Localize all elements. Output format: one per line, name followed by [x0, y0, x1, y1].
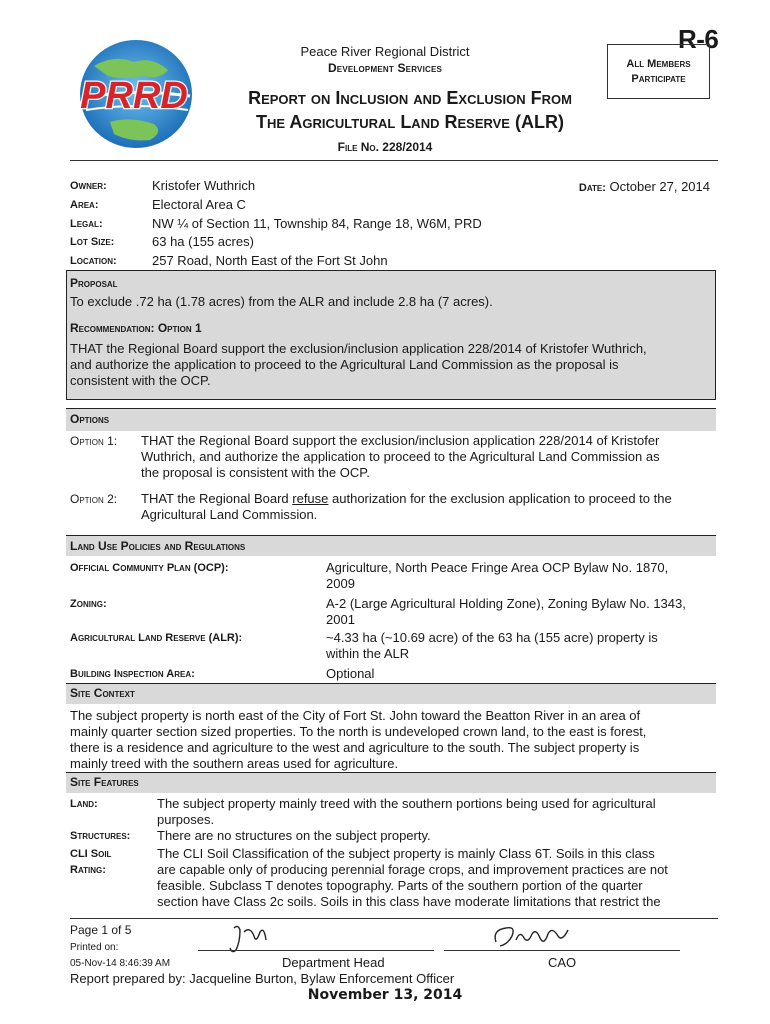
members-box: All Members Participate [607, 44, 710, 99]
option-1-line-3: the proposal is consistent with the OCP. [141, 465, 370, 480]
cli-rating-label: Rating: [70, 864, 106, 876]
alr-line-1: ~4.33 ha (~10.69 acre) of the 63 ha (155 acre) property is [326, 630, 658, 645]
land-line-1: The subject property mainly treed with the southern portions being used for agricultural [157, 796, 656, 811]
ocp-line-1: Agriculture, North Peace Fringe Area OCP Bylaw No. 1870, [326, 560, 669, 575]
cli-line-1: The CLI Soil Classification of the subject property is mainly Class 6T. Soils in this class [157, 846, 655, 861]
building-inspection-label: Building Inspection Area: [70, 668, 195, 680]
option-2-label: Option 2: [70, 492, 118, 506]
printed-on-label: Printed on: [70, 942, 119, 953]
alr-line-2: within the ALR [326, 646, 410, 661]
site-context-line-3: there is a residence and agriculture to the west and agriculture to the south. The subject property is [70, 740, 640, 755]
stamp-date: November 13, 2014 [307, 987, 463, 1003]
cli-line-4: section have Class 2c soils. Soils in this class have moderate limitations that restrict the [157, 894, 661, 909]
land-label: Land: [70, 798, 98, 810]
printed-date: 05-Nov-14 8:46:39 AM [70, 958, 171, 969]
cli-line-2: are capable only of producing perennial forage crops, and improvement practices are not [157, 862, 668, 877]
land-use-heading: Land Use Policies and Regulations [70, 539, 246, 553]
option-2-text-post: authorization for the exclusion application to proceed to the [328, 491, 672, 506]
zoning-line-1: A-2 (Large Agricultural Holding Zone), Zoning Bylaw No. 1343, [326, 596, 686, 611]
page-number: Page 1 of 5 [70, 923, 132, 937]
option-2-line-2: Agricultural Land Commission. [141, 507, 318, 522]
structures-value: There are no structures on the subject property. [157, 828, 431, 843]
building-inspection-value: Optional [326, 666, 375, 681]
ocp-label: Official Community Plan (OCP): [70, 562, 229, 574]
lot-size-value: 63 ha (155 acres) [152, 234, 254, 249]
cli-soil-label: CLI Soil [70, 848, 112, 860]
svg-text:PRRD: PRRD [80, 75, 188, 117]
option-2-text-pre: THAT the Regional Board [141, 491, 293, 506]
owner-value: Kristofer Wuthrich [152, 178, 256, 193]
area-value: Electoral Area C [152, 197, 246, 212]
recommendation-heading: Recommendation: Option 1 [70, 321, 202, 335]
land-line-2: purposes. [157, 812, 215, 827]
recommendation-line-1: THAT the Regional Board support the exclusion/inclusion application 228/2014 of Kristofer Wuthrich, [70, 341, 647, 356]
ocp-line-2: 2009 [326, 576, 355, 591]
location-value: 257 Road, North East of the Fort St John [152, 253, 388, 268]
file-number: File No. 228/2014 [337, 140, 433, 154]
signature-line-cao [444, 950, 680, 951]
report-date [579, 179, 710, 194]
header-divider [70, 160, 718, 161]
lot-size-label: Lot Size: [70, 236, 115, 248]
report-number: R-6 [678, 24, 719, 54]
site-features-heading-bar [66, 772, 716, 793]
location-label: Location: [70, 255, 117, 267]
site-context-line-2: mainly quarter section sized properties. To the north is undeveloped crown land, to the east is forest, [70, 724, 647, 739]
date-value: October 27, 2014 [609, 179, 710, 194]
site-context-heading-bar [66, 683, 716, 704]
legal-label: Legal: [70, 218, 103, 230]
department-head-label: Department Head [282, 955, 385, 970]
proposal-heading: Proposal [70, 276, 118, 290]
title-line-2: The Agricultural Land Reserve (ALR) [256, 112, 564, 132]
legal-value: NW ¼ of Section 11, Township 84, Range 18, W6M, PRD [152, 216, 482, 231]
options-heading-bar [66, 408, 716, 431]
cli-line-3: feasible. Subclass T denotes topography. Parts of the southern portion of the quarter [157, 878, 643, 893]
recommendation-line-3: consistent with the OCP. [70, 373, 211, 388]
owner-label: Owner: [70, 180, 107, 192]
zoning-line-2: 2001 [326, 612, 355, 627]
cao-label: CAO [548, 955, 577, 970]
option-2-line-1 [141, 491, 716, 507]
footer-divider [70, 918, 718, 919]
option-1-line-2: Wuthrich, and authorize the application to proceed to the Agricultural Land Commission as [141, 449, 660, 464]
option-2-refuse: refuse [292, 491, 329, 506]
report-title [200, 86, 620, 134]
site-context-line-1: The subject property is north east of the City of Fort St. John toward the Beatton River in an area of [70, 708, 641, 723]
zoning-label: Zoning: [70, 598, 107, 610]
signature-line-department-head [198, 950, 434, 951]
title-line-1: Report on Inclusion and Exclusion From [248, 88, 572, 108]
prepared-by: Report prepared by: Jacqueline Burton, Bylaw Enforcement Officer [70, 971, 455, 986]
site-context-line-4: mainly treed with the southern areas used for agriculture. [70, 756, 399, 771]
options-heading: Options [70, 412, 110, 426]
recommendation-line-2: and authorize the application to proceed to the Agricultural Land Commission as the proposal is [70, 357, 619, 372]
option-1-label: Option 1: [70, 434, 118, 448]
alr-label: Agricultural Land Reserve (ALR): [70, 632, 243, 644]
department-name: Development Services [327, 61, 443, 75]
date-label: Date: [578, 182, 606, 194]
site-features-heading: Site Features [70, 775, 139, 789]
proposal-text: To exclude .72 ha (1.78 acres) from the ALR and include 2.8 ha (7 acres). [70, 294, 493, 309]
structures-label: Structures: [70, 830, 131, 842]
site-context-heading: Site Context [70, 686, 135, 700]
area-label: Area: [70, 199, 99, 211]
org-name: Peace River Regional District [300, 44, 470, 59]
option-1-line-1: THAT the Regional Board support the exclusion/inclusion application 228/2014 of Kristofer [141, 433, 660, 448]
